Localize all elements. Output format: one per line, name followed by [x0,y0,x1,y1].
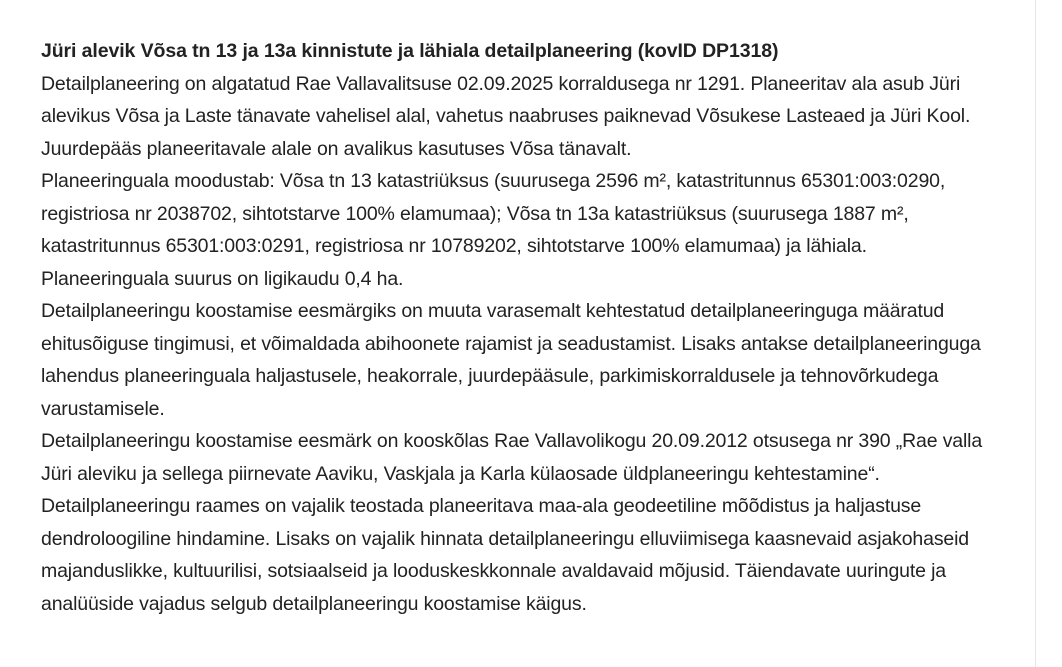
paragraph-initiation: Detailplaneering on algatatud Rae Vallavalitsuse 02.09.2025 korraldusega nr 1291. Planeeritav ala asub Jüri alevikus Võsa ja Laste tänavate vahelisel alal, vahetus naabruses paiknevad Võsukese Lasteaed ja Jüri Kool. Juurdepääs planeeritavale alale on avalikus kasutuses Võsa tänavalt. [41,72,971,160]
paragraph-studies: Detailplaneeringu raames on vajalik teostada planeeritava maa-ala geodeetiline mõõdistus ja haljastuse dendroloogiline hindamine. Lisaks on vajalik hinnata detailplaneeringu elluviimisega kaasnevaid asjakohaseid majanduslikke, kultuurilisi, sotsiaalseid ja looduskeskkonnale avaldavaid mõjusid. Täiendavate uuringute ja analüüside vajadus selgub detailplaneeringu koostamise käigus. [41,495,969,615]
page-divider [1035,0,1036,667]
article-title: Jüri alevik Võsa tn 13 ja 13a kinnistute ja lähiala detailplaneering (kovID DP1318) [41,40,779,62]
paragraph-planning-area: Planeeringuala moodustab: Võsa tn 13 katastriüksus (suurusega 2596 m², katastritunnus 65301:003:0290, registriosa nr 2038702, sihtotstarve 100% elamumaa); Võsa tn 13a katastriüksus (suurusega 1887 m², katastritunnus 65301:003:0291, registriosa nr 10789202, sihtotstarve 100% elamumaa) ja lähiala. Planeeringuala suurus on ligikaudu 0,4 ha. [41,170,946,290]
paragraph-compliance: Detailplaneeringu koostamise eesmärk on kooskõlas Rae Vallavolikogu 20.09.2012 otsusega nr 390 „Rae valla Jüri aleviku ja sellega piirnevate Aaviku, Vaskjala ja Karla külaosade üldplaneeringu kehtestamine“. [41,430,983,485]
paragraph-goal: Detailplaneeringu koostamise eesmärgiks on muuta varasemalt kehtestatud detailplaneeringuga määratud ehitusõiguse tingimusi, et võimaldada abihoonete rajamist ja seadustamist. Lisaks antakse detailplaneeringuga lahendus planeeringuala haljastusele, heakorrale, juurdepääsule, parkimiskorraldusele ja tehnovõrkudega varustamisele. [41,300,981,420]
article-content [41,35,996,620]
